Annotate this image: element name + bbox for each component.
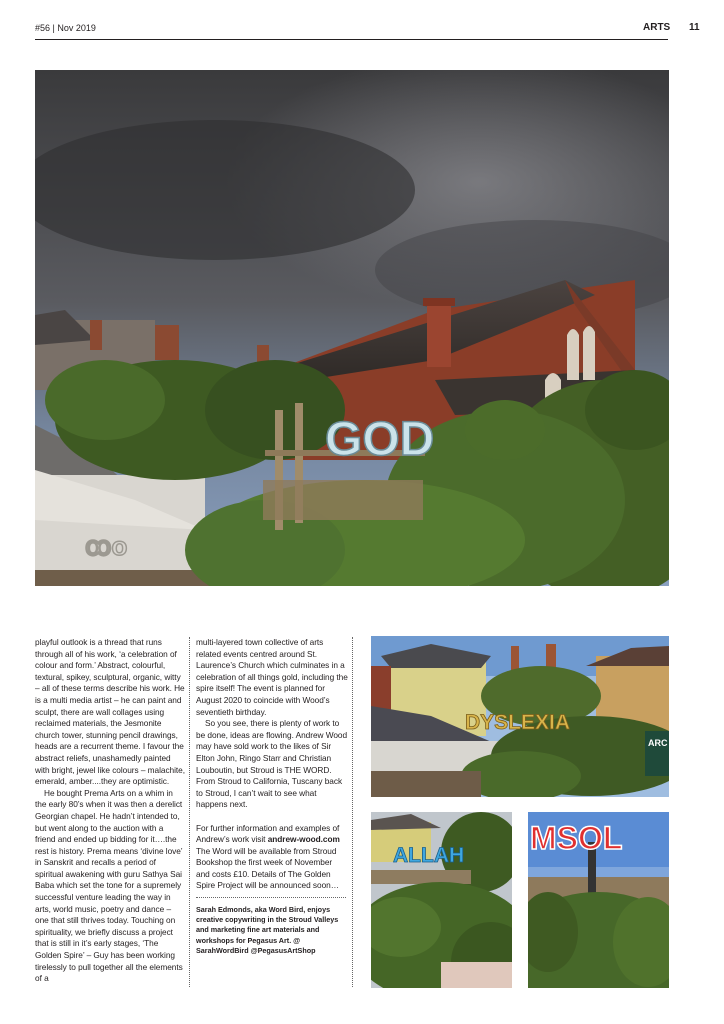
article-column-2 (196, 637, 348, 892)
article-paragraph: So you see, there is plenty of work to be done, ideas are flowing. Andrew Wood may have sold work to the likes of Sir Elton John, Ringo Starr and Christian Louboutin, but Stroud is THE WORD. From Stroud to California, Tuscany back to Stroud, I can’t wait to see what happens next. (196, 718, 348, 810)
dyslexia-sign: DYSLEXIA (465, 711, 571, 734)
column-divider (189, 637, 190, 987)
msol-sign-photo (528, 812, 669, 988)
allah-sign-photo (371, 812, 512, 988)
bio-divider (196, 897, 346, 898)
info-paragraph (196, 823, 348, 893)
allah-photo-illustration (371, 812, 512, 988)
website-link[interactable]: andrew-wood.com (267, 834, 340, 845)
god-sign: GOD (325, 413, 435, 466)
main-photo-illustration (35, 70, 669, 586)
msol-sign: MSOL (530, 820, 623, 856)
main-photo-god-sign (35, 70, 669, 586)
section-title: ARTS (643, 22, 671, 33)
article-paragraph: He bought Prema Arts on a whim in the early 80’s when it was then a derelict Georgian chapel. He hadn’t intended to, but went along to the auction with a friend and ended up bidding for it….the rest is history. Prema means ‘divine love’ in Sanskrit and recalls a period of spiritual awakening with guru Sathya Sai Baba which set the tone for a supremely successful venture leading the way in arts, world music, poetry and dance – one that still thrives today. Touching on spirituality, we briefly discuss a project that is still in it’s early stages, ‘The Golden Spire’ – Guy has been working tirelessly to pull together all the elements of a (35, 787, 183, 984)
dyslexia-photo-illustration (371, 636, 669, 797)
page-number: 11 (689, 22, 700, 33)
article-paragraph: playful outlook is a thread that runs through all of his work, ‘a celebration of colour and form.’ Abstract, colourful, textural, spikey, sculptural, organic, witty – all of these terms describe his work. He is a multi media artist – he can paint and sculpt, there are wall collages using reclaimed materials, the Jesmonite church tower, stunning pencil drawings, heads are a recurrent theme. I favour the abstract reliefs, unashamedly painted with bright, jewel like colours – malachite, emerald, amber....they are optimistic. (35, 637, 185, 787)
info-text: The Word will be available from Stroud Bookshop the first week of November and costs £10. Details of The Golden Spire Project will be announced soon… (196, 845, 339, 891)
author-bio: Sarah Edmonds, aka Word Bird, enjoys creative copywriting in the Stroud Valleys and marketing fine art materials and workshops for Pegasus Art. @ SarahWordBird @PegasusArtShop (196, 905, 339, 955)
header-rule (35, 39, 668, 40)
article-paragraph: multi-layered town collective of arts related events centred around St. Laurence’s Church which culminates in a celebration of all things gold, including the spire itself! The event is planned for August 2020 to coincide with Wood’s seventieth birthday. (196, 637, 348, 717)
dyslexia-sign-photo (371, 636, 669, 797)
svg-text:ꝏo: ꝏo (85, 531, 128, 561)
issue-date: #56 | Nov 2019 (35, 23, 96, 33)
msol-photo-illustration (528, 812, 669, 988)
info-text: For further information and examples of Andrew’s work visit (196, 822, 340, 845)
column-divider (352, 637, 353, 987)
allah-sign: ALLAH (393, 844, 465, 867)
article-column-1 (35, 637, 185, 985)
arc-board-text: ARC (648, 738, 668, 748)
